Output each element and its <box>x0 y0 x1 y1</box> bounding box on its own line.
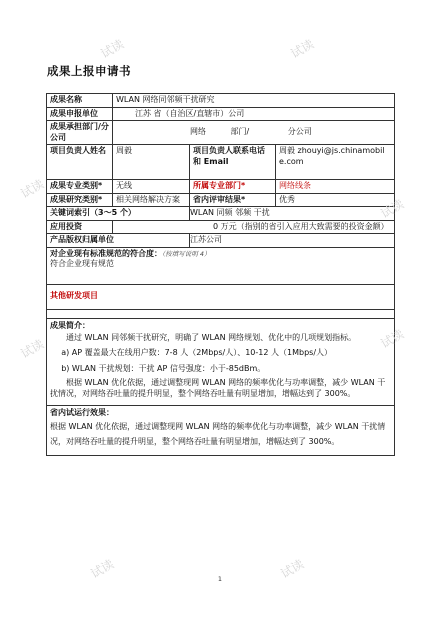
row-other <box>47 284 395 309</box>
row-summary <box>47 318 395 406</box>
trial-paragraph: 根据 WLAN 优化依据，通过调整现网 WLAN 网络的频率优化与功率调整，减少 WLAN 干扰情况，对网络吞吐量的提升明显，整个网络吞吐量有明显增加，增幅达到了 300%。 <box>50 421 386 446</box>
watermark-text: 试读 <box>98 36 127 61</box>
row-invest <box>47 220 395 234</box>
watermark-text: 试读 <box>18 336 47 361</box>
summary-label: 成果简介： <box>50 320 90 330</box>
row-leader <box>47 145 395 180</box>
other-label: 其他研发项目 <box>50 291 98 301</box>
watermark-text: 试读 <box>378 326 407 351</box>
summary-paragraph-2: 根据 WLAN 优化依据，通过调整现网 WLAN 网络的频率优化与功率调整，减少 WLAN 干扰情况，对网络吞吐量的提升明显，整个网络吞吐量有明显增加，增幅达到了 300%。 <box>50 378 386 398</box>
spacer-cell <box>47 309 395 318</box>
major-label: 所属专业部门* <box>190 180 276 194</box>
row-keywords <box>47 207 395 221</box>
research-value: 相关网络解决方案 <box>113 193 190 207</box>
owner-value: 江苏公司 <box>190 234 395 248</box>
contact-value: 周毅 zhouyi@js.chinamobile.com <box>276 145 395 180</box>
row-category <box>47 180 395 194</box>
standard-value: 符合企业现有规范 <box>50 259 114 268</box>
row-name <box>47 94 395 108</box>
row-spacer <box>47 309 395 318</box>
major-value: 网络线条 <box>276 180 395 194</box>
row-dept <box>47 121 395 145</box>
dept-label: 成果承担部门/分公司 <box>47 121 113 145</box>
name-label: 成果名称 <box>47 94 113 108</box>
watermark-text: 试读 <box>88 556 117 581</box>
eval-value: 优秀 <box>276 193 395 207</box>
standard-label: 对企业现有标准规范的符合度： <box>50 248 162 258</box>
standard-note: （按填写说明 4） <box>162 249 211 258</box>
application-form-table <box>46 93 395 456</box>
dept-value-c: 分公司 <box>287 127 312 137</box>
eval-label: 省内评审结果* <box>190 193 276 207</box>
dept-value-b: 部门/ <box>230 127 250 137</box>
summary-item-b: b) WLAN 干扰规划：干扰 AP 信号强度：小于-85dBm。 <box>61 364 266 373</box>
row-standard <box>47 247 395 284</box>
unit-label: 成果申报单位 <box>47 107 113 121</box>
leader-label: 项目负责人姓名 <box>47 145 113 180</box>
keywords-label: 关键词索引（3～5 个） <box>47 207 190 221</box>
other-cell <box>47 284 395 309</box>
name-value: WLAN 网络同邻频干扰研究 <box>113 94 395 108</box>
document-title: 成果上报申请书 <box>47 64 131 78</box>
summary-cell <box>47 318 395 406</box>
invest-label: 应用投资 <box>47 220 113 234</box>
category-value: 无线 <box>113 180 190 194</box>
contact-label: 项目负责人联系电话和 Email <box>190 145 276 180</box>
row-trial <box>47 406 395 456</box>
watermark-text: 试读 <box>18 176 47 201</box>
row-unit <box>47 107 395 121</box>
watermark-text: 试读 <box>278 556 307 581</box>
summary-item-a: a) AP 覆盖最大在线用户数：7-8 人（2Mbps/人）、10-12 人（1Mbps/人） <box>61 348 333 357</box>
row-owner <box>47 234 395 248</box>
unit-value: 江苏 省（自治区/直辖市）公司 <box>113 107 395 121</box>
dept-value-a: 网络 <box>190 127 206 137</box>
invest-value: 0 万元（指别的省引入应用大致需要的投资金额） <box>113 220 395 234</box>
owner-label: 产品版权归属单位 <box>47 234 190 248</box>
keywords-value: WLAN 同频 邻频 干扰 <box>190 207 395 221</box>
watermark-text: 试读 <box>378 196 407 221</box>
trial-label: 省内试运行效果： <box>50 408 114 417</box>
watermark-text: 试读 <box>288 36 317 61</box>
leader-value: 周毅 <box>113 145 190 180</box>
page-number: 1 <box>217 575 223 583</box>
row-research <box>47 193 395 207</box>
dept-value <box>113 121 395 145</box>
standard-cell <box>47 247 395 284</box>
summary-paragraph-1: 通过 WLAN 同邻频干扰研究，明确了 WLAN 网络规划、优化中的几项规划指标。 <box>66 333 357 342</box>
research-label: 成果研究类别* <box>47 193 113 207</box>
category-label: 成果专业类别* <box>47 180 113 194</box>
trial-cell <box>47 406 395 456</box>
